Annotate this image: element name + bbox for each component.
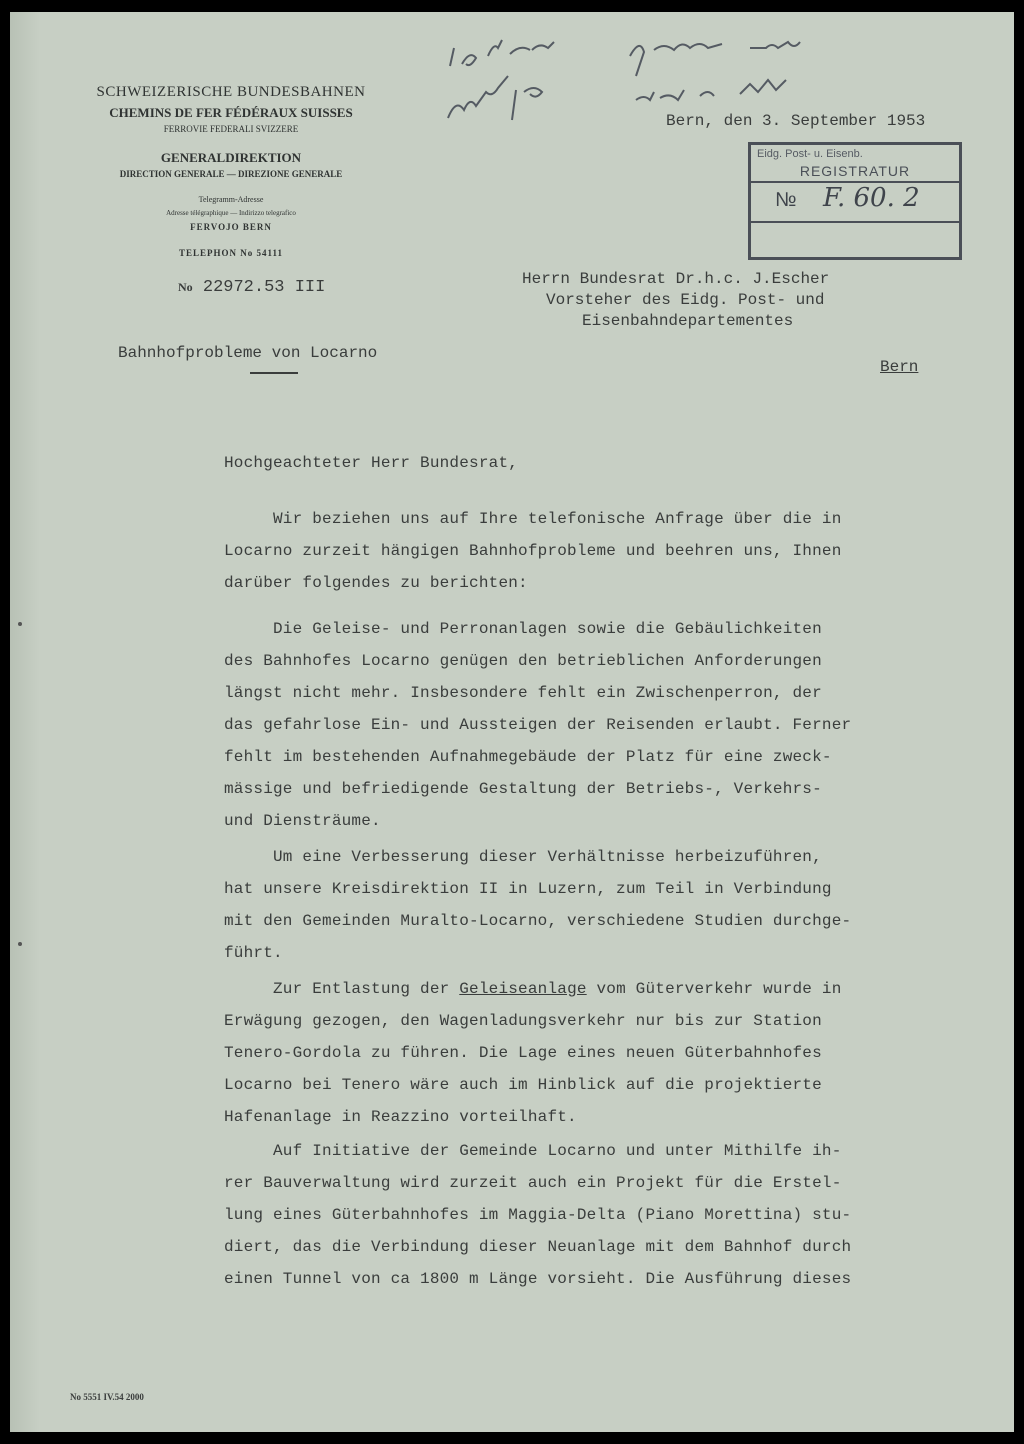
body-line: Locarno bei Tenero wäre auch im Hinblick auf die projektierte [224, 1076, 822, 1094]
letterhead-line3: FERROVIE FEDERALI SVIZZERE [163, 124, 299, 134]
body-line: Erwägung gezogen, den Wagenladungsverkehr nur bis zur Station [224, 1012, 822, 1030]
reference-value: 22972.53 III [202, 278, 326, 297]
body-line: einen Tunnel von ca 1800 m Länge vorsieht. Die Ausführung dieses [224, 1270, 852, 1288]
letterhead-telegram-label: Telegramm-Adresse [198, 195, 264, 204]
recipient-line1: Herrn Bundesrat Dr.h.c. J.Escher [522, 270, 830, 288]
letter-date: Bern, den 3. September 1953 [666, 112, 926, 130]
stamp-number-value: F. 60. 2 [823, 183, 920, 213]
body-line: Auf Initiative der Gemeinde Locarno und unter Mithilfe ih- [224, 1142, 842, 1160]
body-line: des Bahnhofes Locarno genügen den betrieblichen Anforderungen [224, 652, 822, 670]
body-line: darüber folgendes zu berichten: [224, 574, 528, 592]
stamp-title: REGISTRATUR [799, 163, 911, 179]
body-line: rer Bauverwaltung wird zurzeit auch ein Projekt für die Erstel- [224, 1174, 842, 1192]
subject-underline [250, 372, 298, 374]
letterhead-line2: CHEMINS DE FER FÉDÉRAUX SUISSES [109, 105, 353, 120]
body-line: Wir beziehen uns auf Ihre telefonische Anfrage über die in [224, 510, 842, 528]
punch-mark [18, 622, 22, 626]
body-line: Tenero-Gordola zu führen. Die Lage eines neuen Güterbahnhofes [224, 1044, 822, 1062]
punch-mark [18, 942, 22, 946]
letterhead-telegram: FERVOJO BERN [190, 222, 272, 232]
body-line: Hafenanlage in Reazzino vorteilhaft. [224, 1108, 577, 1126]
subject-line: Bahnhofprobleme von Locarno [118, 344, 378, 362]
body-line: diert, das die Verbindung dieser Neuanlage mit dem Bahnhof durch [224, 1238, 852, 1256]
body-line: Locarno zurzeit hängigen Bahnhofprobleme und beehren uns, Ihnen [224, 542, 842, 560]
underlined-word: Geleiseanlage [459, 980, 587, 998]
body-line: lung eines Güterbahnhofes im Maggia-Delta (Piano Morettina) stu- [224, 1206, 852, 1224]
body-line: Um eine Verbesserung dieser Verhältnisse herbeizuführen, [224, 848, 822, 866]
letterhead-telephone: TELEPHON No 54111 [178, 248, 284, 258]
body-line: das gefahrlose Ein- und Aussteigen der Reisenden erlaubt. Ferner [224, 716, 852, 734]
form-number: No 5551 IV.54 2000 [70, 1392, 144, 1402]
letterhead-dept-sub: DIRECTION GENERALE — DIREZIONE GENERALE [119, 169, 343, 179]
letter-page [10, 12, 1014, 1432]
body-line: Die Geleise- und Perronanlagen sowie die Gebäulichkeiten [224, 620, 822, 638]
body-line: mässige und befriedigende Gestaltung der Betriebs-, Verkehrs- [224, 780, 822, 798]
letterhead-line1: SCHWEIZERISCHE BUNDESBAHNEN [96, 84, 366, 100]
recipient-line2: Vorsteher des Eidg. Post- und [546, 291, 825, 309]
stamp-number-label: № [775, 189, 797, 211]
body-line: fehlt im bestehenden Aufnahmegebäude der Platz für eine zweck- [224, 748, 832, 766]
body-line: führt. [224, 944, 283, 962]
letterhead-dept: GENERALDIREKTION [160, 150, 302, 165]
registratur-stamp [748, 142, 962, 260]
salutation: Hochgeachteter Herr Bundesrat, [224, 454, 519, 472]
stamp-divider [751, 221, 959, 223]
body-line: Zur Entlastung der Geleiseanlage vom Güterverkehr wurde in [224, 980, 842, 998]
handwritten-annotation [440, 26, 840, 126]
body-line: mit den Gemeinden Muralto-Locarno, verschiedene Studien durchge- [224, 912, 852, 930]
body-line: längst nicht mehr. Insbesondere fehlt ein Zwischenperron, der [224, 684, 822, 702]
body-line: und Diensträume. [224, 812, 381, 830]
reference-number [178, 278, 325, 297]
body-line: hat unsere Kreisdirektion II in Luzern, zum Teil in Verbindung [224, 880, 832, 898]
letterhead-telegram-sub: Adresse télégraphique — Indirizzo telegrafico [166, 209, 296, 217]
recipient-city: Bern [880, 358, 919, 376]
stamp-top-text: Eidg. Post- u. Eisenb. [757, 148, 863, 160]
handwritten-note-text: 14 of 15. Sept. Zu Juten … [440, 26, 456, 27]
reference-prefix: No [178, 280, 193, 294]
recipient-line3: Eisenbahndepartementes [582, 312, 794, 330]
